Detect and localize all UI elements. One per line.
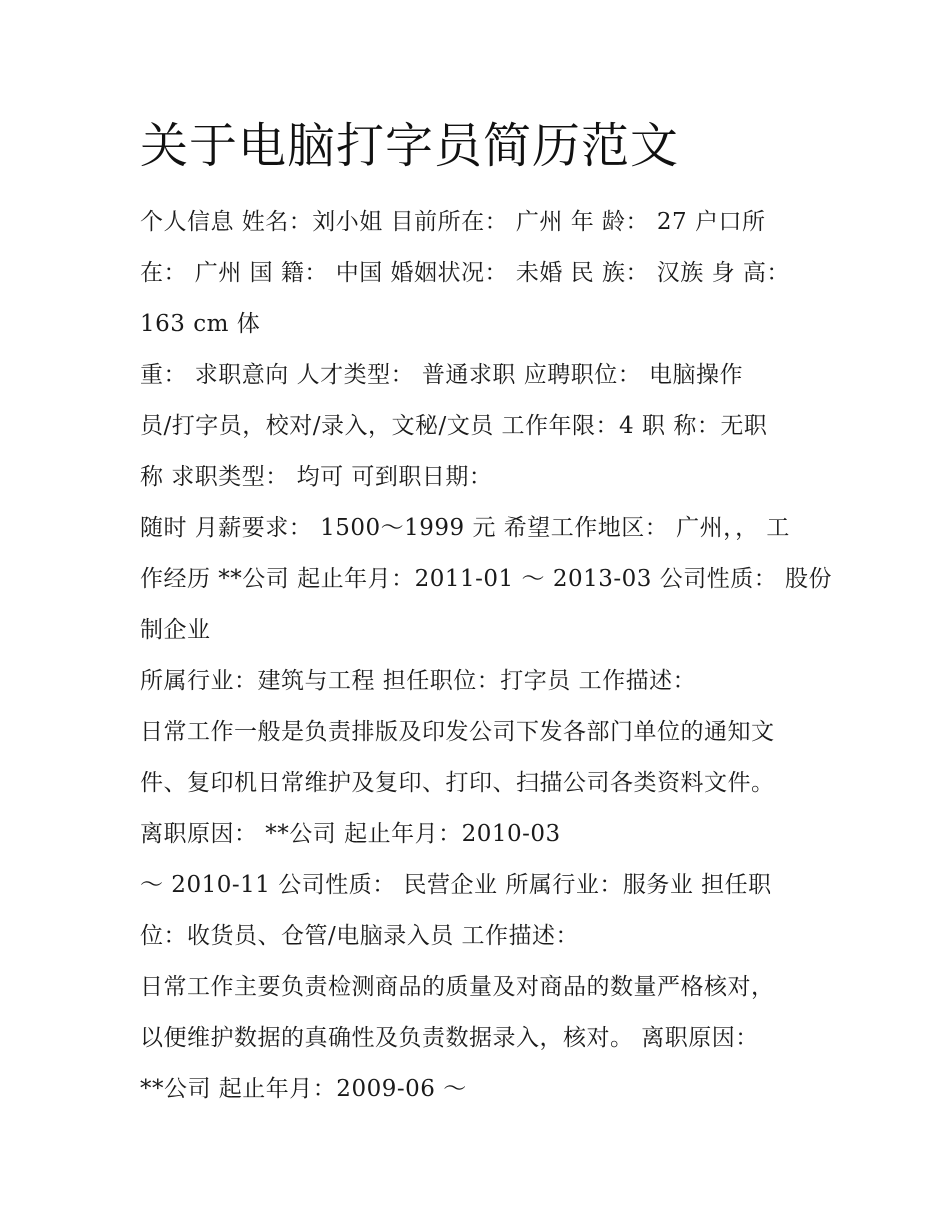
body-line: 作经历 **公司 起止年月：2011-01 ～ 2013-03 公司性质： 股份: [140, 566, 833, 592]
document-body: [140, 200, 833, 1118]
body-line: 在： 广州 国 籍： 中国 婚姻状况： 未婚 民 族： 汉族 身 高：: [140, 260, 790, 286]
body-line: 日常工作主要负责检测商品的质量及对商品的数量严格核对，: [140, 974, 775, 1000]
document-title: 关于电脑打字员简历范文: [140, 118, 680, 174]
body-line: 员/打字员，校对/录入，文秘/文员 工作年限：4 职 称：无职: [140, 413, 768, 439]
body-line: 重： 求职意向 人才类型： 普通求职 应聘职位： 电脑操作: [140, 362, 744, 388]
body-line: 件、复印机日常维护及复印、打印、扫描公司各类资料文件。: [140, 770, 775, 796]
body-line: 制企业: [140, 617, 211, 643]
body-line: 以便维护数据的真确性及负责数据录入，核对。 离职原因：: [140, 1025, 759, 1051]
body-line: 离职原因： **公司 起止年月：2010-03: [140, 821, 561, 847]
body-line: 称 求职类型： 均可 可到职日期：: [140, 464, 493, 490]
body-line: 所属行业：建筑与工程 担任职位：打字员 工作描述：: [140, 668, 697, 694]
body-line: 个人信息 姓名：刘小姐 目前所在： 广州 年 龄： 27 户口所: [140, 209, 766, 235]
body-line: **公司 起止年月：2009-06 ～: [140, 1076, 467, 1102]
body-line: 日常工作一般是负责排版及印发公司下发各部门单位的通知文: [140, 719, 775, 745]
body-line: 随时 月薪要求： 1500～1999 元 希望工作地区： 广州，， 工: [140, 515, 790, 541]
body-line: ～ 2010-11 公司性质： 民营企业 所属行业：服务业 担任职: [140, 872, 772, 898]
body-line: 位：收货员、仓管/电脑录入员 工作描述：: [140, 923, 580, 949]
body-line: 163 cm 体: [140, 311, 261, 337]
